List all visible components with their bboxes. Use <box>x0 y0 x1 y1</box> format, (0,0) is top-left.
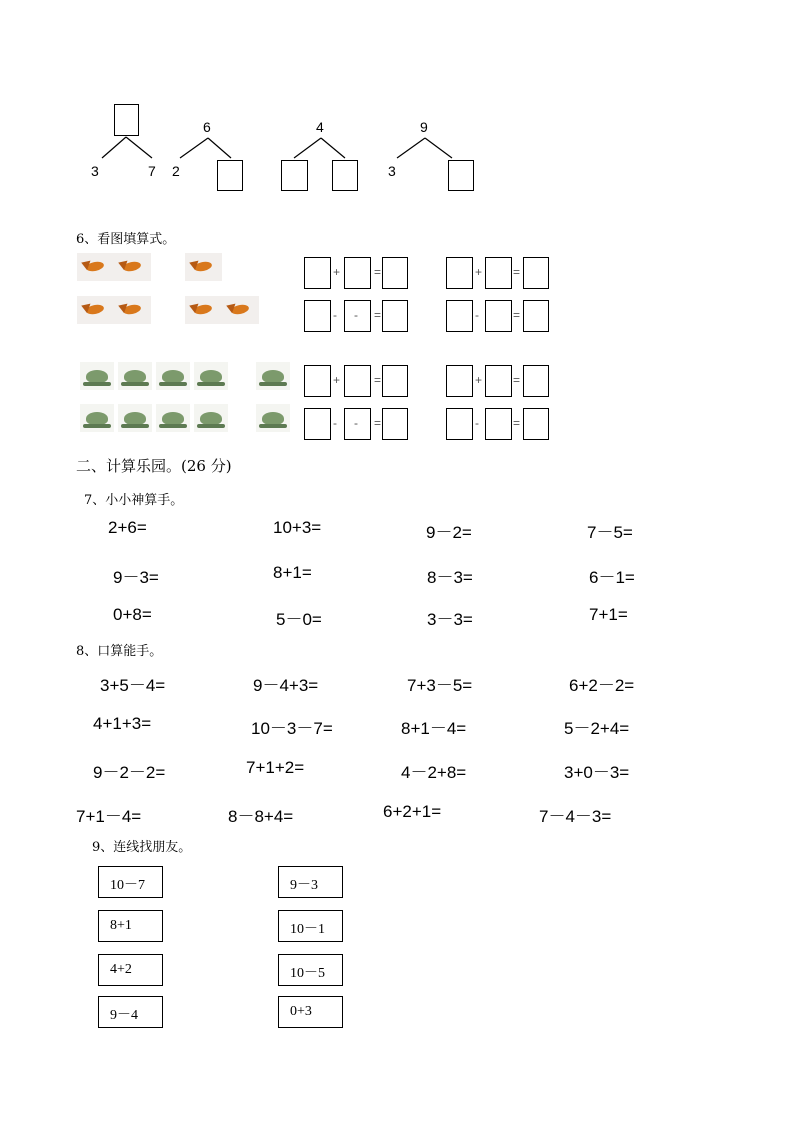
match-left-card[interactable]: 10－7 <box>98 866 163 898</box>
tree2-right-box[interactable] <box>217 160 243 191</box>
q6-answer-box[interactable] <box>382 300 408 332</box>
q6-answer-box[interactable] <box>485 257 512 289</box>
match-right-card[interactable]: 10－1 <box>278 910 343 942</box>
q6-operator: - <box>354 308 358 322</box>
q8-title: 8、口算能手。 <box>76 644 163 659</box>
q6-answer-box[interactable] <box>485 408 512 440</box>
q6-answer-box[interactable] <box>446 257 473 289</box>
tree2-left-number: 2 <box>172 163 180 179</box>
tree3-left-box[interactable] <box>281 160 308 191</box>
tree3-top-number: 4 <box>316 119 324 135</box>
tree4-right-box[interactable] <box>448 160 474 191</box>
q7-exercise: 8+1= <box>273 563 312 582</box>
q6-answer-box[interactable] <box>485 365 512 397</box>
q7-exercise: 7+1= <box>589 605 628 624</box>
q6-equals-sign: = <box>374 308 382 322</box>
q8-exercise: 9－2－2= <box>93 763 166 782</box>
q9-title: 9、连线找朋友。 <box>92 840 192 855</box>
q6-equals-sign: = <box>374 373 382 387</box>
q6-equals-sign: = <box>513 308 521 322</box>
match-left-card[interactable]: 9－4 <box>98 996 163 1028</box>
q8-exercise: 7+1+2= <box>246 758 305 777</box>
q8-exercise: 8－8+4= <box>228 807 294 826</box>
q6-equals-sign: = <box>374 416 382 430</box>
tree2-top-number: 6 <box>203 119 211 135</box>
match-left-card[interactable]: 4+2 <box>98 954 163 986</box>
match-right-card[interactable]: 0+3 <box>278 996 343 1028</box>
q8-exercise: 7+1－4= <box>76 807 142 826</box>
q8-exercise: 6+2+1= <box>383 802 442 821</box>
section2-title: 二、计算乐园。(26 分) <box>76 457 232 475</box>
q8-exercise: 7－4－3= <box>539 807 612 826</box>
q6-answer-box[interactable] <box>523 300 549 332</box>
q7-exercise: 10+3= <box>273 518 322 537</box>
q6-operator: - <box>475 308 479 322</box>
q6-answer-box[interactable] <box>344 365 371 397</box>
q7-exercise: 0+8= <box>113 605 152 624</box>
match-right-card[interactable]: 10－5 <box>278 954 343 986</box>
q6-operator: + <box>333 265 341 279</box>
q6-answer-box[interactable] <box>304 408 331 440</box>
q6-equals-sign: = <box>513 265 521 279</box>
q6-operator: - <box>333 308 337 322</box>
q6-answer-box[interactable] <box>304 257 331 289</box>
q6-equals-sign: = <box>513 416 521 430</box>
q6-answer-box[interactable] <box>446 408 473 440</box>
q7-exercise: 3－3= <box>427 610 473 629</box>
q6-answer-box[interactable] <box>382 257 408 289</box>
tree4-left-number: 3 <box>388 163 396 179</box>
q6-equals-sign: = <box>513 373 521 387</box>
q6-answer-box[interactable] <box>523 408 549 440</box>
q6-answer-box[interactable] <box>382 408 408 440</box>
q6-operator: - <box>354 416 358 430</box>
tree1-top-box[interactable] <box>114 104 139 136</box>
q7-exercise: 8－3= <box>427 568 473 587</box>
q6-answer-box[interactable] <box>304 300 331 332</box>
tree3-right-box[interactable] <box>332 160 358 191</box>
q6-answer-box[interactable] <box>382 365 408 397</box>
q7-exercise: 9－2= <box>426 523 472 542</box>
q6-answer-box[interactable] <box>446 300 473 332</box>
tree4-top-number: 9 <box>420 119 428 135</box>
q6-answer-box[interactable] <box>485 300 512 332</box>
q7-exercise: 2+6= <box>108 518 147 537</box>
q8-exercise: 8+1－4= <box>401 719 467 738</box>
q6-answer-box[interactable] <box>523 365 549 397</box>
q7-exercise: 7－5= <box>587 523 633 542</box>
tree1-right-number: 7 <box>148 163 156 179</box>
q6-operator: - <box>333 416 337 430</box>
q8-exercise: 3+0－3= <box>564 763 630 782</box>
q6-operator: + <box>475 373 483 387</box>
number-tree-lines <box>0 0 793 200</box>
q8-exercise: 7+3－5= <box>407 676 473 695</box>
q6-answer-box[interactable] <box>304 365 331 397</box>
match-left-card[interactable]: 8+1 <box>98 910 163 942</box>
q6-answer-box[interactable] <box>344 257 371 289</box>
q8-exercise: 5－2+4= <box>564 719 630 738</box>
q8-exercise: 6+2－2= <box>569 676 635 695</box>
q6-answer-box[interactable] <box>446 365 473 397</box>
q8-exercise: 9－4+3= <box>253 676 319 695</box>
q7-exercise: 9－3= <box>113 568 159 587</box>
q6-operator: + <box>475 265 483 279</box>
q6-operator: - <box>475 416 479 430</box>
q6-operator: + <box>333 373 341 387</box>
q8-exercise: 3+5－4= <box>100 676 166 695</box>
q6-answer-box[interactable] <box>523 257 549 289</box>
q7-title: 7、小小神算手。 <box>84 493 184 508</box>
match-right-card[interactable]: 9－3 <box>278 866 343 898</box>
q6-equals-sign: = <box>374 265 382 279</box>
q7-exercise: 6－1= <box>589 568 635 587</box>
q7-exercise: 5－0= <box>276 610 322 629</box>
tree1-left-number: 3 <box>91 163 99 179</box>
q8-exercise: 4+1+3= <box>93 714 152 733</box>
q8-exercise: 10－3－7= <box>251 719 333 738</box>
q6-title: 6、看图填算式。 <box>76 232 176 247</box>
q8-exercise: 4－2+8= <box>401 763 467 782</box>
